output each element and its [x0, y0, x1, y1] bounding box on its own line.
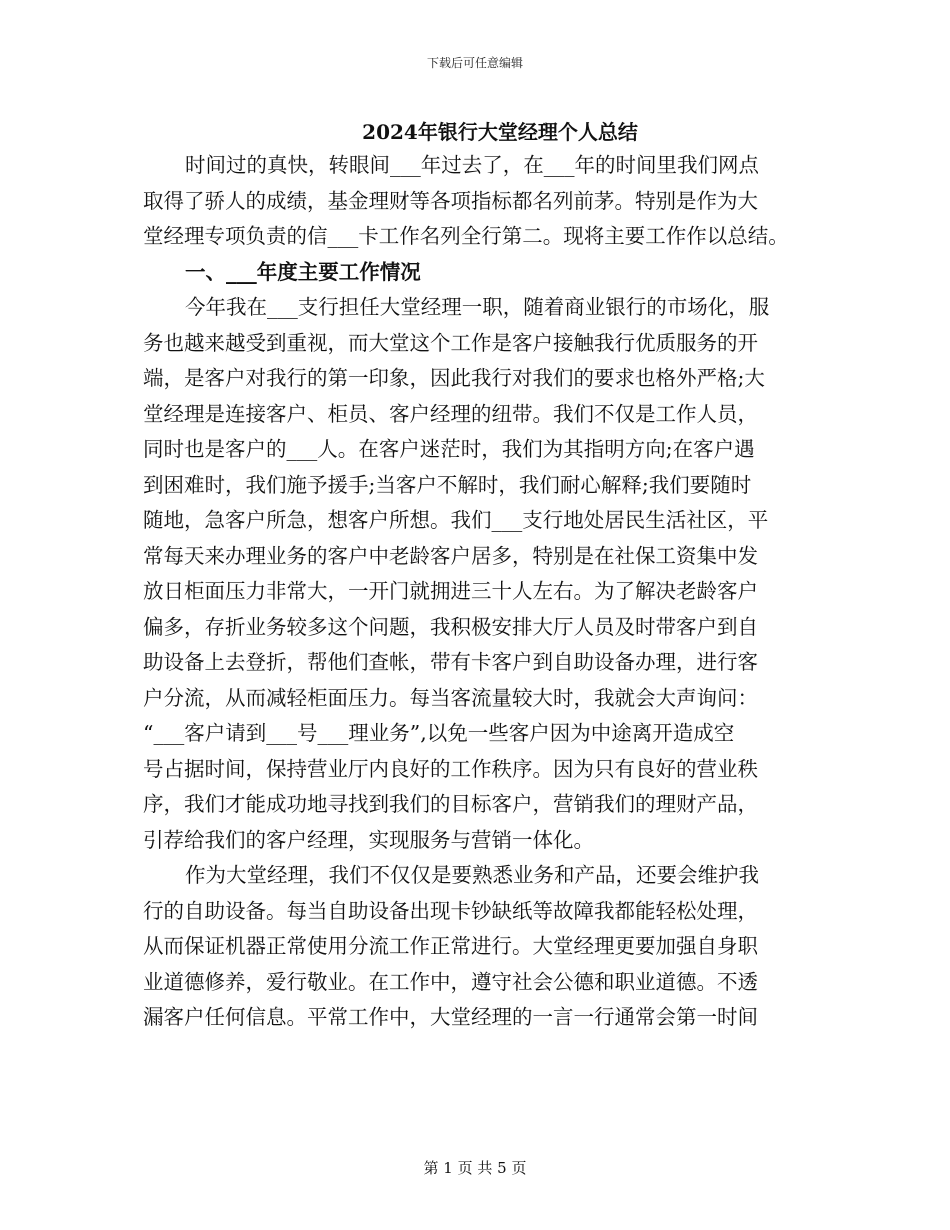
section-heading-text: 一、___年度主要工作情况 [185, 259, 421, 284]
text-line: 行的自助设备。每当自助设备出现卡钞缺纸等故障我都能轻松处理， [143, 898, 758, 923]
section-heading [143, 255, 823, 291]
paragraph-intro [143, 148, 823, 255]
text-line: 业道德修养，爱行敬业。在工作中，遵守社会公德和职业道德。不透 [143, 969, 758, 994]
page-indicator: 第 1 页 共 5 页 [423, 1159, 527, 1177]
text-line: “___客户请到___号___理业务”,以免一些客户因为中途离开造成空 [143, 721, 735, 745]
text-line: 序，我们才能成功地寻找到我们的目标客户，营销我们的理财产品， [143, 792, 758, 816]
text-line: 到困难时，我们施予援手;当客户不解时，我们耐心解释;我们要随时 [143, 472, 752, 497]
text-line: 时间过的真快，转眼间___年过去了，在___年的时间里我们网点 [185, 153, 759, 177]
document-body [143, 148, 823, 1036]
header-note: 下载后可任意编辑 [426, 56, 523, 70]
text-line: 常每天来办理业务的客户中老龄客户居多，特别是在社保工资集中发 [143, 543, 758, 568]
text-line: 随地，急客户所急，想客户所想。我们___支行地处居民生活社区，平 [143, 508, 769, 532]
text-line: 堂经理专项负责的信___卡工作名列全行第二。现将主要工作作以总结。 [143, 224, 789, 248]
text-line: 引荐给我们的客户经理，实现服务与营销一体化。 [143, 827, 594, 852]
page-title: 2024年银行大堂经理个人总结 [362, 120, 638, 144]
text-line: 户分流，从而减轻柜面压力。每当客流量较大时，我就会大声询问： [143, 685, 758, 710]
text-line: 从而保证机器正常使用分流工作正常进行。大堂经理更要加强自身职 [143, 934, 758, 958]
text-line: 号占据时间，保持营业厅内良好的工作秩序。因为只有良好的营业秩 [143, 756, 758, 781]
text-line: 助设备上去登折，帮他们查帐，带有卡客户到自助设备办理，进行客 [143, 650, 758, 674]
text-line: 作为大堂经理，我们不仅仅是要熟悉业务和产品，还要会维护我 [185, 863, 759, 887]
text-line: 偏多，存折业务较多这个问题，我积极安排大厅人员及时带客户到自 [143, 614, 758, 639]
text-line: 堂经理是连接客户、柜员、客户经理的纽带。我们不仅是工作人员， [143, 401, 758, 426]
text-line: 务也越来越受到重视，而大堂这个工作是客户接触我行优质服务的开 [143, 330, 758, 355]
text-line: 端，是客户对我行的第一印象，因此我行对我们的要求也格外严格;大 [143, 366, 765, 390]
text-line: 放日柜面压力非常大，一开门就拥进三十人左右。为了解决老龄客户 [143, 579, 758, 603]
text-line: 同时也是客户的___人。在客户迷茫时，我们为其指明方向;在客户遇 [143, 437, 755, 461]
text-line: 今年我在___支行担任大堂经理一职，随着商业银行的市场化，服 [185, 295, 770, 319]
paragraph-equipment [143, 858, 823, 1036]
text-line: 取得了骄人的成绩，基金理财等各项指标都名列前茅。特别是作为大 [143, 188, 758, 213]
text-line: 漏客户任何信息。平常工作中，大堂经理的一言一行通常会第一时间 [143, 1005, 758, 1029]
paragraph-duties [143, 290, 823, 858]
